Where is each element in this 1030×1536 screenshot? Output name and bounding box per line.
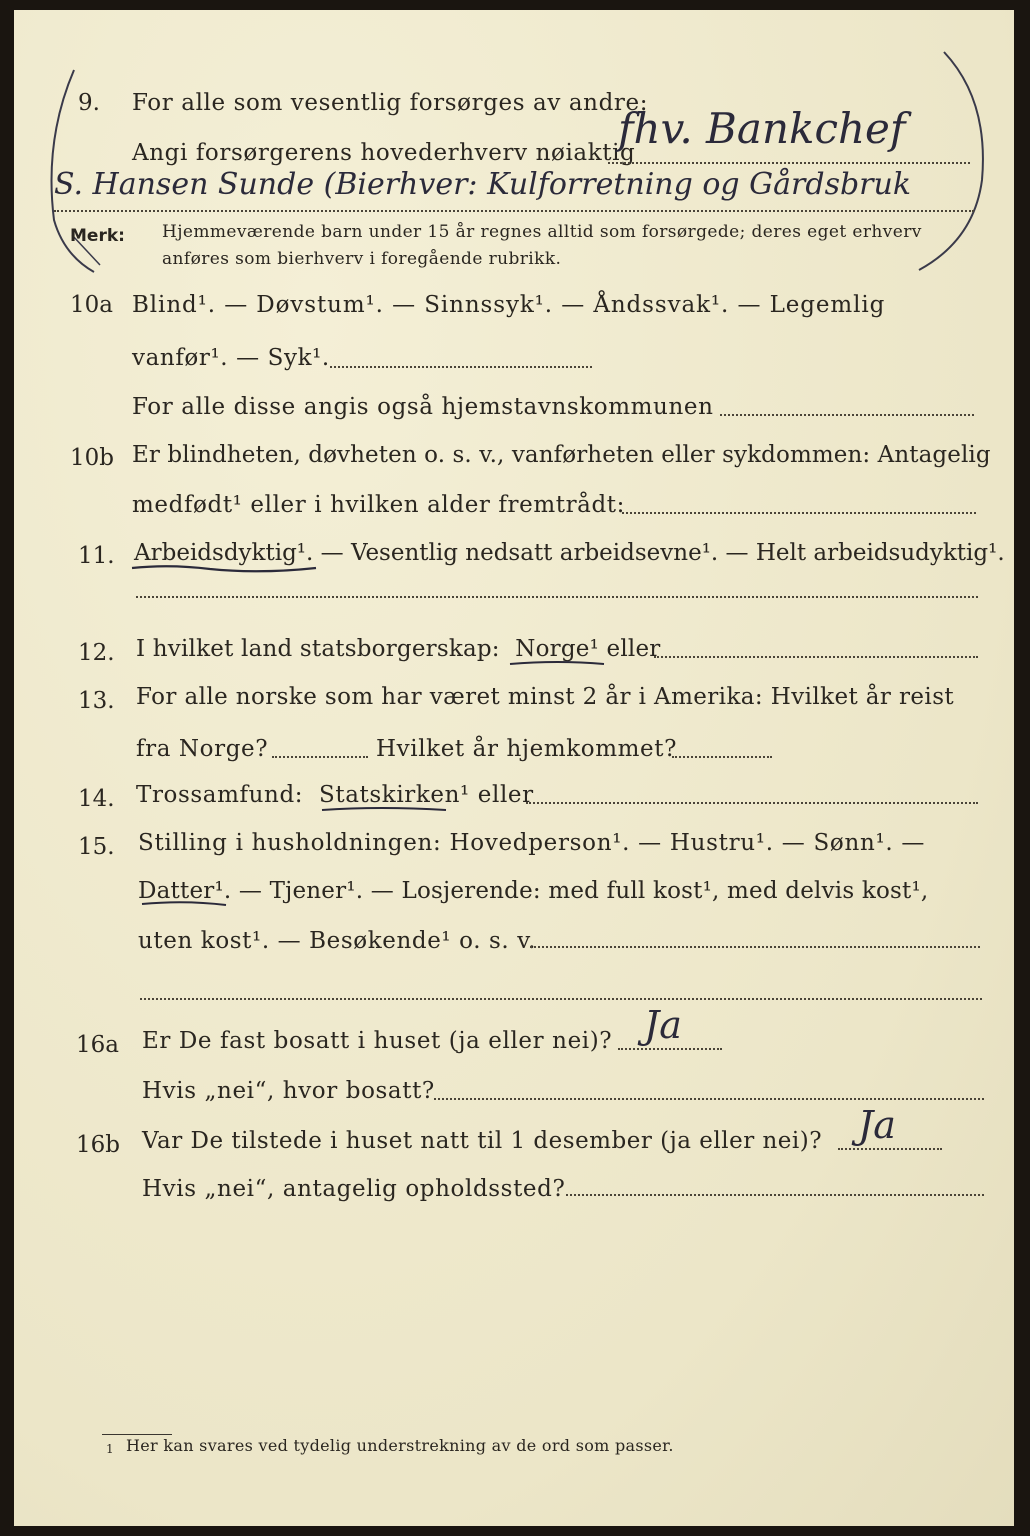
q10a-answer-line [330,366,592,368]
q16b-line1: Var De tilstede i huset natt til 1 desember (ja eller nei)? [142,1128,823,1154]
q16a-number: 16a [76,1032,119,1058]
q10b-line2: medfødt¹ eller i hvilken alder fremtrådt: [132,492,625,518]
q10b-line1: Er blindheten, døvheten o. s. v., vanførheten eller sykdommen: Antagelig [132,442,991,468]
q13-number: 13. [78,688,115,714]
q9-answer-line-2 [54,210,974,212]
q14-handwritten-underline [320,804,450,816]
q11-option-fit-for-work: Arbeidsdyktig¹. [134,540,314,566]
q12-number: 12. [78,640,115,666]
q16b-number: 16b [76,1132,120,1158]
q15-option-daughter: Datter¹. [138,878,232,904]
q10a-number: 10a [70,292,113,318]
q9-answer-provider: S. Hansen Sunde (Bierhver: Kulforretning og Gårdsbruk [54,167,912,202]
q10a-hometown-line [720,414,974,416]
q14-prefix: Trossamfund: [136,782,304,808]
q9-line1: For alle som vesentlig forsørges av andre: [132,90,649,116]
q13-line2b: Hvilket år hjemkommet? [376,736,678,762]
q12-answer-line [654,656,978,658]
q11-other-options: — Vesentlig nedsatt arbeidsevne¹. — Helt arbeidsudyktig¹. [313,540,1005,566]
q15-line2-rest: — Tjener¹. — Losjerende: med full kost¹, med delvis kost¹, [231,878,929,904]
q10a-line2: vanfør¹. — Syk¹. [132,345,330,371]
q14-option-state-church: Statskirken¹ [319,782,470,808]
footnote-text: Her kan svares ved tydelig understrekning av de ord som passer. [126,1436,674,1455]
footnote-rule [102,1434,172,1435]
q12-prefix: I hvilket land statsborgerskap: [136,636,500,662]
q11-handwritten-underline [130,562,320,576]
q16b-answer: Ja [858,1103,896,1147]
q14-number: 14. [78,786,115,812]
q10b-answer-line [622,512,976,514]
q15-answer-line-2 [140,998,982,1000]
q16a-line2: Hvis „nei“, hvor bosatt? [142,1078,435,1104]
q9-answer-occupation: fhv. Bankchef [618,104,906,153]
q16a-line1: Er De fast bosatt i huset (ja eller nei)? [142,1028,613,1054]
merk-line1: Hjemmeværende barn under 15 år regnes alltid som forsørgede; deres eget erhverv [162,222,922,242]
q14-suffix: eller [477,782,534,808]
q15-line1: Stilling i husholdningen: Hovedperson¹. — Hustru¹. — Sønn¹. — [138,830,926,856]
q13-year-left-line [272,756,368,758]
q15-answer-line [530,946,980,948]
q16b-line2: Hvis „nei“, antagelig opholdssted? [142,1176,566,1202]
q14-answer-line [526,802,978,804]
q16b-location-line [566,1194,984,1196]
q13-line1: For alle norske som har været minst 2 år i Amerika: Hvilket år reist [136,684,955,710]
q15-line3: uten kost¹. — Besøkende¹ o. s. v. [138,928,537,954]
q16a-answer-line [618,1048,722,1050]
q12-option-norway: Norge¹ [515,636,600,662]
q15-handwritten-underline [140,898,230,910]
q11-number: 11. [78,543,115,569]
merk-line2: anføres som bierhverv i foregående rubrikk. [162,249,562,269]
census-form-page [14,10,1014,1526]
footnote-mark: 1 [106,1442,115,1456]
q12-suffix: eller [606,636,661,662]
q16b-answer-line [838,1148,942,1150]
q15-line2 [138,880,928,903]
q9-number: 9. [78,90,100,116]
q15-number: 15. [78,834,115,860]
q9-answer-line [608,162,970,164]
q10a-line3: For alle disse angis også hjemstavnskommunen [132,394,714,420]
q13-line2a: fra Norge? [136,736,269,762]
q9-line2: Angi forsørgerens hovederhverv nøiaktig [132,140,636,166]
q11-answer-line [136,596,978,598]
q13-year-returned-line [672,756,772,758]
q16a-residence-line [434,1098,984,1100]
q10b-number: 10b [70,445,114,471]
merk-label: Merk: [70,226,125,246]
q12-handwritten-underline [508,658,608,670]
q10a-line1: Blind¹. — Døvstum¹. — Sinnssyk¹. — Åndssvak¹. — Legemlig [132,292,886,318]
q16a-answer: Ja [644,1003,682,1047]
